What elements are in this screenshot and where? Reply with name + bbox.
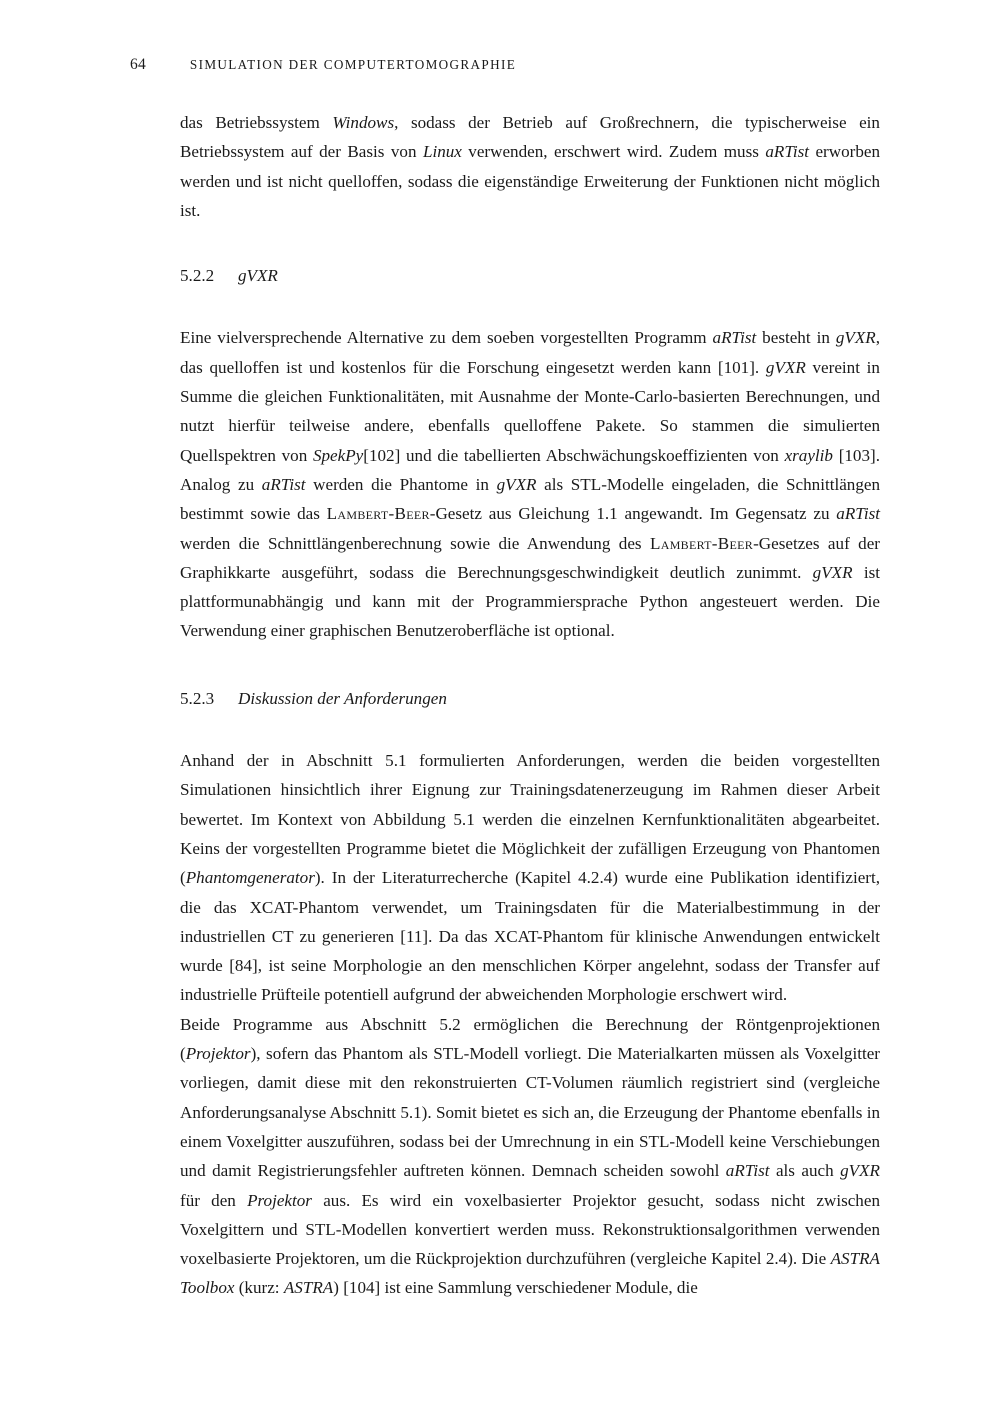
running-head: SIMULATION DER COMPUTERTOMOGRAPHIE [189, 57, 517, 72]
text-run: werden die Schnittlängenberechnung sowie die Anwendung des [180, 533, 650, 553]
emphasis-artist: aRTist [261, 474, 306, 494]
text-run: besteht in [756, 328, 836, 348]
text-run: vereint in Summe die gleichen Funktionalitäten, mit Ausnahme der Monte-Carlo-basierten Berechnungen, und nutzt hierfür teilweise andere, ebenfalls quelloffene Pakete. So stammen die simulierten Quellspektren von [180, 357, 880, 465]
smallcaps-lambert-beer: Lambert-Beer [649, 533, 754, 553]
paragraph-intro [180, 108, 880, 225]
emphasis-linux: Linux [422, 142, 462, 162]
text-run: -Gesetz aus Gleichung 1.1 angewandt. Im Gegensatz zu [429, 504, 837, 524]
text-run: Anhand der in Abschnitt 5.1 formulierten Anforderungen, werden die beiden vorgestellten Simulationen hinsichtlich ihrer Eignung zur Trainingsdatenerzeugung im Rahmen dieser Arbeit bewertet. Im Kontext von Abbildung 5.1 werden die einzelnen Kernfunktionalitäten abgearbeitet. Keins der vorgestellten Programme bietet die Möglichkeit der zufälligen Erzeugung von Phantomen ( [180, 751, 880, 888]
emphasis-artist: aRTist [712, 328, 757, 348]
text-run: als STL-Modelle eingeladen, die Schnittlängen bestimmt sowie das [180, 474, 881, 524]
emphasis-artist: aRTist [765, 142, 810, 162]
emphasis-artist: aRTist [836, 504, 880, 524]
text-run: werden die Phantome in [305, 474, 497, 494]
section-number: 5.2.3 [180, 688, 215, 708]
section-title: gVXR [238, 266, 278, 286]
smallcaps-lambert-beer: Lambert-Beer [326, 504, 430, 524]
text-run: als auch [769, 1161, 841, 1181]
section-heading-523 [180, 684, 880, 713]
text-run: ) [104] ist eine Sammlung verschiedener Module, die [333, 1278, 698, 1298]
text-run: verwenden, erschwert wird. Zudem muss [461, 142, 766, 162]
text-run: das Betriebssystem [180, 113, 333, 132]
text-run: aus. Es wird ein voxelbasierter Projektor gesucht, sodass nicht zwischen Voxelgittern und STL-Modellen konvertiert werden muss. Rekonstruktionsalgorithmen verwenden voxelbasierte Projektoren, um die Rückprojektion durchzuführen (vergleiche Kapitel 2.4). Die [180, 1190, 880, 1269]
text-run: ), sofern das Phantom als STL-Modell vorliegt. Die Materialkarten müssen als Voxelgitter vorliegen, damit diese mit den rekonstruierten CT-Volumen räumlich registriert sind (vergleiche Anforderungsanalyse Abschnitt 5.1). Somit bietet es sich an, die Erzeugung der Phantome ebenfalls in einem Voxelgitter auszuführen, sodass bei der Umrechnung in ein STL-Modell keine Verschiebungen und damit Registrierungsfehler auftreten können. Demnach scheiden sowohl [180, 1044, 880, 1181]
emphasis-spekpy: SpekPy [312, 445, 364, 465]
text-run: (kurz: [234, 1278, 284, 1298]
emphasis-windows: Windows [332, 113, 395, 132]
text-run: [102] und die tabellierten Abschwächungskoeffizienten von [363, 445, 785, 465]
page-header [130, 56, 880, 74]
text-run: ). In der Literaturrecherche (Kapitel 4.2.4) wurde eine Publikation identifiziert, die das XCAT-Phantom verwendet, um Trainingsdaten für die Materialbestimmung in der industriellen CT zu generieren [11]. Da das XCAT-Phantom für klinische Anwendungen entwickelt wurde [84], ist seine Morphologie an den menschlichen Körper angelehnt, sodass der Transfer auf industrielle Prüfteile potentiell aufgrund der abweichenden Morphologie erschwert wird. [180, 868, 880, 1005]
text-run: Beide Programme aus Abschnitt 5.2 ermöglichen die Berechnung der Röntgenprojektionen ( [180, 1014, 880, 1064]
emphasis-gvxr: gVXR [835, 328, 876, 348]
page-body [180, 108, 880, 1303]
emphasis-projektor: Projektor [247, 1190, 312, 1210]
text-run: Eine vielversprechende Alternative zu dem soeben vorgestellten Programm [180, 328, 713, 348]
text-run: [103]. Analog zu [180, 445, 880, 494]
section-title: Diskussion der Anforderungen [238, 688, 447, 708]
emphasis-phantomgenerator: Phantomgenerator [185, 868, 315, 888]
section-heading-522 [180, 261, 880, 290]
emphasis-astra-toolbox: ASTRA Toolbox [180, 1249, 880, 1298]
paragraph-discussion [180, 746, 880, 1010]
text-run: ist plattformunabhängig und kann mit der Programmiersprache Python angesteuert werden. Die Verwendung einer graphischen Benutzeroberfläche ist optional. [180, 562, 880, 641]
text-run: für den [180, 1190, 248, 1210]
paragraph-gvxr [180, 323, 880, 645]
emphasis-gvxr: gVXR [812, 562, 853, 582]
emphasis-gvxr: gVXR [496, 474, 537, 494]
text-run: erworben werden und ist nicht quelloffen, sodass die eigenständige Erweiterung der Funktionen nicht möglich ist. [180, 142, 881, 220]
emphasis-xraylib: xraylib [784, 445, 833, 465]
emphasis-gvxr: gVXR [840, 1161, 880, 1181]
emphasis-gvxr: gVXR [765, 357, 806, 377]
text-run: , sodass der Betrieb auf Großrechnern, die typischerweise ein Betriebssystem auf der Basis von [180, 113, 880, 162]
text-run: -Gesetzes auf der Graphikkarte ausgeführt, sodass die Berechnungsgeschwindigkeit deutlich zunimmt. [180, 533, 880, 582]
page-number: 64 [130, 56, 146, 73]
emphasis-projektor: Projektor [185, 1044, 251, 1064]
text-run: , das quelloffen ist und kostenlos für die Forschung eingesetzt werden kann [101]. [180, 328, 880, 377]
paragraph-projector [180, 1010, 880, 1303]
emphasis-astra: ASTRA [283, 1278, 334, 1298]
section-number: 5.2.2 [180, 266, 215, 286]
emphasis-artist: aRTist [725, 1161, 770, 1181]
